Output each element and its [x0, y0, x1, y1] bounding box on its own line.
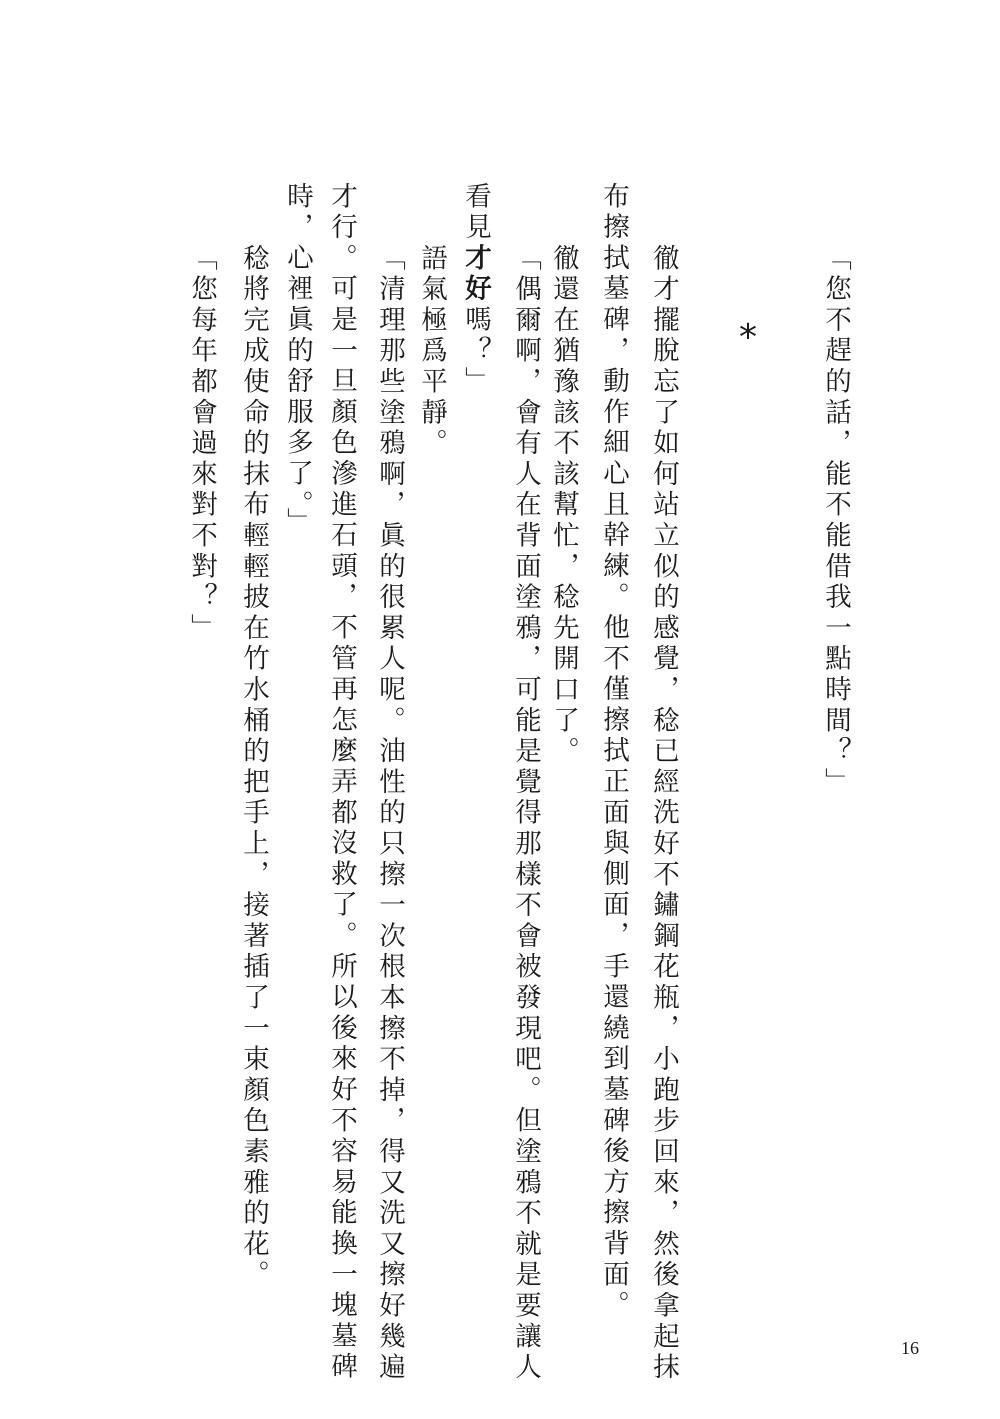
text-line-5: 「偶爾啊，會有人在背面塗鴉，可能是覺得那樣不會被發現吧。但塗鴉不就是要讓人 — [510, 244, 541, 1384]
emphasized-text: 才好 — [460, 243, 491, 306]
scene-break-asterisk: * — [739, 317, 757, 358]
text-line-6-end: 嗎？」 — [460, 305, 491, 398]
text-line-6 — [458, 182, 492, 398]
text-line-3: 布擦拭墓碑，動作細心且幹練。他不僅擦拭正面與側面，手還繞到墓碑後方擦背面。 — [598, 182, 629, 1322]
text-line-6-start: 看見 — [460, 182, 491, 244]
text-line-1: 「您不趕的話，能不能借我一點時間？」 — [820, 244, 851, 799]
text-line-11: 稔將完成使命的抹布輕輕披在竹水桶的把手上，接著插了一束顏色素雅的花。 — [238, 244, 269, 1292]
text-line-7: 語氣極爲平靜。 — [416, 244, 447, 460]
text-line-12: 「您每年都會過來對不對？」 — [186, 244, 217, 645]
text-line-8: 「清理那些塗鴉啊，眞的很累人呢。油性的只擦一次根本擦不掉，得又洗又擦好幾遍 — [374, 244, 405, 1384]
text-line-10: 時，心裡眞的舒服多了。」 — [282, 182, 313, 539]
text-line-9: 才行。可是一旦顏色滲進石頭，不管再怎麼弄都沒救了。所以後來好不容易能換一塊墓碑 — [326, 182, 357, 1384]
text-line-2: 徹才擺脫忘了如何站立似的感覺，稔已經洗好不鏽鋼花瓶，小跑步回來，然後拿起抹 — [648, 244, 679, 1384]
page-number: 16 — [901, 1338, 919, 1358]
text-line-4: 徹還在猶豫該不該幫忙，稔先開口了。 — [548, 244, 579, 768]
